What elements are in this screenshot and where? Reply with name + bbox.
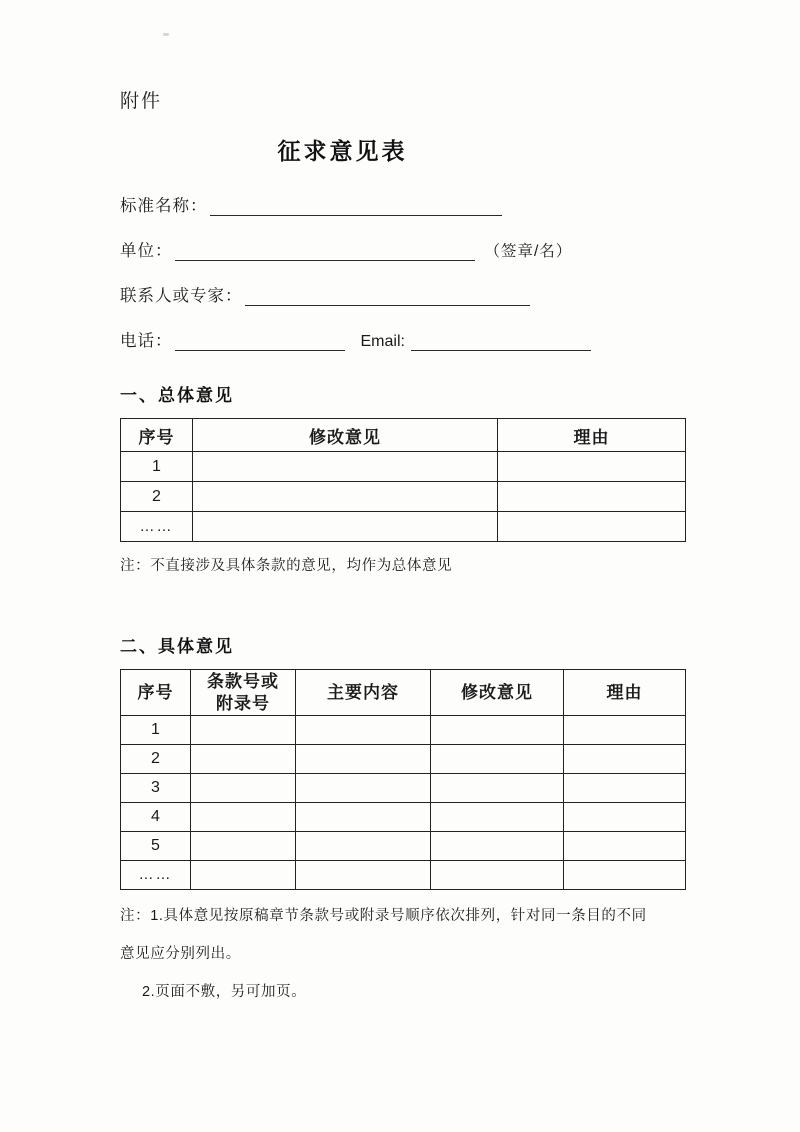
cell-reason[interactable] [564, 773, 686, 802]
attachment-label: 附件 [120, 90, 163, 112]
specific-note-line-3: 2.页面不敷，另可加页。 [142, 984, 307, 1001]
table-row [121, 831, 686, 860]
general-opinions-table [120, 418, 686, 542]
cell-clause[interactable] [191, 860, 296, 889]
cell-reason[interactable] [498, 482, 686, 512]
specific-note-line-2: 意见应分别列出。 [120, 946, 241, 963]
page-title: 征求意见表 [277, 138, 408, 164]
cell-main-content[interactable] [296, 860, 431, 889]
cell-revision[interactable] [431, 744, 564, 773]
table-row [121, 452, 686, 482]
cell-clause[interactable] [191, 744, 296, 773]
cell-revision[interactable] [193, 482, 498, 512]
table-row [121, 802, 686, 831]
cell-reason[interactable] [564, 860, 686, 889]
page-smudge [163, 33, 169, 36]
row-index: …… [121, 512, 193, 542]
table-row [121, 773, 686, 802]
column-header-revision: 修改意见 [193, 419, 498, 452]
field-label-phone: 电话： [120, 332, 173, 350]
cell-reason[interactable] [564, 715, 686, 744]
row-index: …… [121, 860, 191, 889]
field-row-contact [120, 282, 685, 306]
cell-main-content[interactable] [296, 831, 431, 860]
cell-clause[interactable] [191, 773, 296, 802]
specific-opinions-table [120, 669, 686, 890]
cell-reason[interactable] [498, 452, 686, 482]
cell-reason[interactable] [564, 744, 686, 773]
cell-revision[interactable] [193, 452, 498, 482]
cell-clause[interactable] [191, 802, 296, 831]
cell-revision[interactable] [431, 715, 564, 744]
table-row [121, 512, 686, 542]
document-content [120, 86, 685, 1007]
row-index: 3 [121, 773, 191, 802]
cell-clause[interactable] [191, 831, 296, 860]
column-header-reason: 理由 [564, 670, 686, 716]
field-row-standard-name [120, 192, 685, 216]
column-header-index: 序号 [121, 670, 191, 716]
cell-revision[interactable] [431, 773, 564, 802]
column-header-revision: 修改意见 [431, 670, 564, 716]
standard-name-input[interactable] [210, 198, 502, 216]
field-row-phone-email [120, 327, 685, 351]
row-index: 1 [121, 452, 193, 482]
column-header-clause [191, 670, 296, 716]
field-label-unit: 单位： [120, 242, 173, 260]
cell-reason[interactable] [564, 802, 686, 831]
cell-reason[interactable] [564, 831, 686, 860]
cell-clause[interactable] [191, 715, 296, 744]
field-label-email: Email: [360, 333, 405, 350]
field-label-standard-name: 标准名称： [120, 197, 208, 215]
specific-note-line-1: 注：1.具体意见按原稿章节条款号或附录号顺序依次排列，针对同一条目的不同 [120, 907, 647, 924]
row-index: 1 [121, 715, 191, 744]
cell-revision[interactable] [193, 512, 498, 542]
column-header-clause-line1: 条款号或 [207, 672, 279, 692]
table-row [121, 715, 686, 744]
column-header-clause-line2: 附录号 [216, 693, 270, 713]
section-heading-general: 一、总体意见 [120, 386, 234, 405]
specific-opinions-notes [120, 902, 685, 1007]
cell-main-content[interactable] [296, 773, 431, 802]
cell-main-content[interactable] [296, 715, 431, 744]
general-opinions-note: 注：不直接涉及具体条款的意见，均作为总体意见 [120, 558, 453, 574]
row-index: 5 [121, 831, 191, 860]
cell-reason[interactable] [498, 512, 686, 542]
table-header-row [121, 419, 686, 452]
cell-revision[interactable] [431, 802, 564, 831]
row-index: 2 [121, 744, 191, 773]
contact-input[interactable] [245, 288, 530, 306]
cell-main-content[interactable] [296, 744, 431, 773]
email-input[interactable] [411, 333, 591, 351]
cell-revision[interactable] [431, 860, 564, 889]
field-row-unit [120, 237, 685, 261]
table-row [121, 860, 686, 889]
unit-seal-note: （签章/名） [484, 243, 573, 260]
table-row [121, 744, 686, 773]
phone-input[interactable] [175, 333, 345, 351]
section-heading-specific: 二、具体意见 [120, 637, 234, 657]
cell-main-content[interactable] [296, 802, 431, 831]
row-index: 4 [121, 802, 191, 831]
field-label-contact: 联系人或专家： [120, 287, 243, 305]
unit-input[interactable] [175, 243, 475, 261]
column-header-main-content: 主要内容 [296, 670, 431, 716]
table-row [121, 482, 686, 512]
table-header-row [121, 670, 686, 716]
column-header-index: 序号 [121, 419, 193, 452]
column-header-reason: 理由 [498, 419, 686, 452]
cell-revision[interactable] [431, 831, 564, 860]
row-index: 2 [121, 482, 193, 512]
